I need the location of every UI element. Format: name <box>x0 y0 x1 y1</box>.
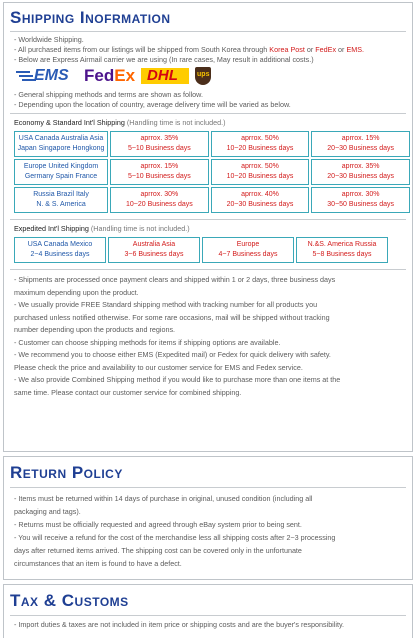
text-line: purchased unless notified otherwise. For some rare occasions, mail will be shipped without tracking <box>14 312 330 322</box>
rate-cell: aprrox. 30% 10~20 Business days <box>110 187 209 213</box>
text-line: - You will receive a refund for the cost of the merchandise less all shipping costs after 2~3 processing <box>14 533 336 542</box>
expedited-cell: N.&S. America Russia 5~8 Business days <box>296 237 388 263</box>
rate-cell: aprrox. 15% 5~10 Business days <box>110 159 209 185</box>
text-line: - Returns must be officially requested and agreed through eBay system prior to being sent. <box>14 520 302 529</box>
text-line: - Customer can choose shipping methods for items if shipping options are available. <box>14 337 281 347</box>
text-line: number depending upon the products and regions. <box>14 325 176 334</box>
economy-heading: Economy & Standard Int'l Shipping (Handling time is not included.) <box>14 118 226 127</box>
table-row <box>14 131 410 157</box>
text-line: - We also provide Combined Shipping method if you would like to purchase more than one items at the <box>14 375 341 384</box>
table-row <box>14 159 410 185</box>
airmail-note: (In rare cases, May result in additional costs.) <box>169 55 314 64</box>
table-row <box>14 187 410 213</box>
expedited-cell: Australia Asia 3~6 Business days <box>108 237 200 263</box>
tax-panel <box>3 584 413 638</box>
fedex-logo: FedEx <box>84 66 136 85</box>
text-line: same time. Please contact our customer service for combined shipping. <box>14 387 242 397</box>
expedited-heading: Expedited Int'l Shipping (Handling time is not included.) <box>14 224 190 233</box>
rate-cell: aprrox. 50% 10~20 Business days <box>211 131 310 157</box>
region-cell: Europe United Kingdom Germany Spain France <box>14 159 108 185</box>
shipping-panel <box>3 2 413 452</box>
return-panel <box>3 456 413 580</box>
text-line: circumstances that an item is found to have a defect. <box>14 559 182 568</box>
ups-logo: ups <box>195 67 211 85</box>
text-line: - Shipments are processed once payment clears and shipped within 1 or 2 days, three business days <box>14 275 336 284</box>
ems-text: EMS. <box>346 45 365 54</box>
text-line: maximum depending upon the product. <box>14 287 139 297</box>
rate-cell: aprrox. 40% 20~30 Business days <box>211 187 310 213</box>
text-line: - We usually provide FREE Standard shipping method with tracking number for all products you <box>14 300 318 309</box>
rate-cell: aprrox. 50% 10~20 Business days <box>211 159 310 185</box>
text-line: - All purchased items from our listings will be shipped from South Korea through Korea Post or FedEx or EMS. <box>14 45 365 54</box>
text-line: days after returned items arrived. The shipping cost can be covered only in the unfortunate <box>14 546 302 555</box>
text-line: packaging and tags). <box>14 507 81 516</box>
korea-post-link: Korea Post <box>269 45 305 54</box>
text-line: - General shipping methods and terms are shown as follow. <box>14 90 203 99</box>
dhl-logo: DHL <box>141 68 189 84</box>
fedex-text: FedEx <box>315 45 337 54</box>
rate-cell: aprrox. 15% 20~30 Business days <box>311 131 410 157</box>
table-row <box>14 237 388 263</box>
expedited-table <box>12 235 390 265</box>
economy-table <box>12 129 412 215</box>
ems-logo: EMS <box>16 67 78 85</box>
text-line: Please check the price and availability to our customer service for EMS and Fedex service. <box>14 362 303 372</box>
carrier-logos <box>16 65 412 87</box>
text-line: - Below are Express Airmail carrier we are using (In rare cases, May result in additional costs.) <box>14 55 314 64</box>
rate-cell: aprrox. 35% 5~10 Business days <box>110 131 209 157</box>
text-line: - Depending upon the location of country, average delivery time will be varied as below. <box>14 100 291 109</box>
rate-cell: aprrox. 30% 30~50 Business days <box>311 187 410 213</box>
return-title: Return Policy <box>10 463 123 482</box>
text-line: - Worldwide Shipping. <box>14 35 84 44</box>
region-cell: USA Canada Australia Asia Japan Singapore Hongkong <box>14 131 108 157</box>
region-cell: Russia Brazil Italy N. & S. America <box>14 187 108 213</box>
text-line: - Import duties & taxes are not included in item price or shipping costs and are the buyer's responsibility. <box>14 620 345 629</box>
expedited-cell: Europe 4~7 Business days <box>202 237 294 263</box>
shipping-title: Shipping Inofrmation <box>10 8 171 27</box>
expedited-cell: USA Canada Mexico 2~4 Business days <box>14 237 106 263</box>
text-line: - We recommend you to choose either EMS (Expedited mail) or Fedex for quick delivery with safety. <box>14 350 331 359</box>
rate-cell: aprrox. 35% 20~30 Business days <box>311 159 410 185</box>
text-line: - Items must be returned within 14 days of purchase in original, unused condition (including all <box>14 494 313 503</box>
tax-title: Tax & Customs <box>10 591 129 610</box>
